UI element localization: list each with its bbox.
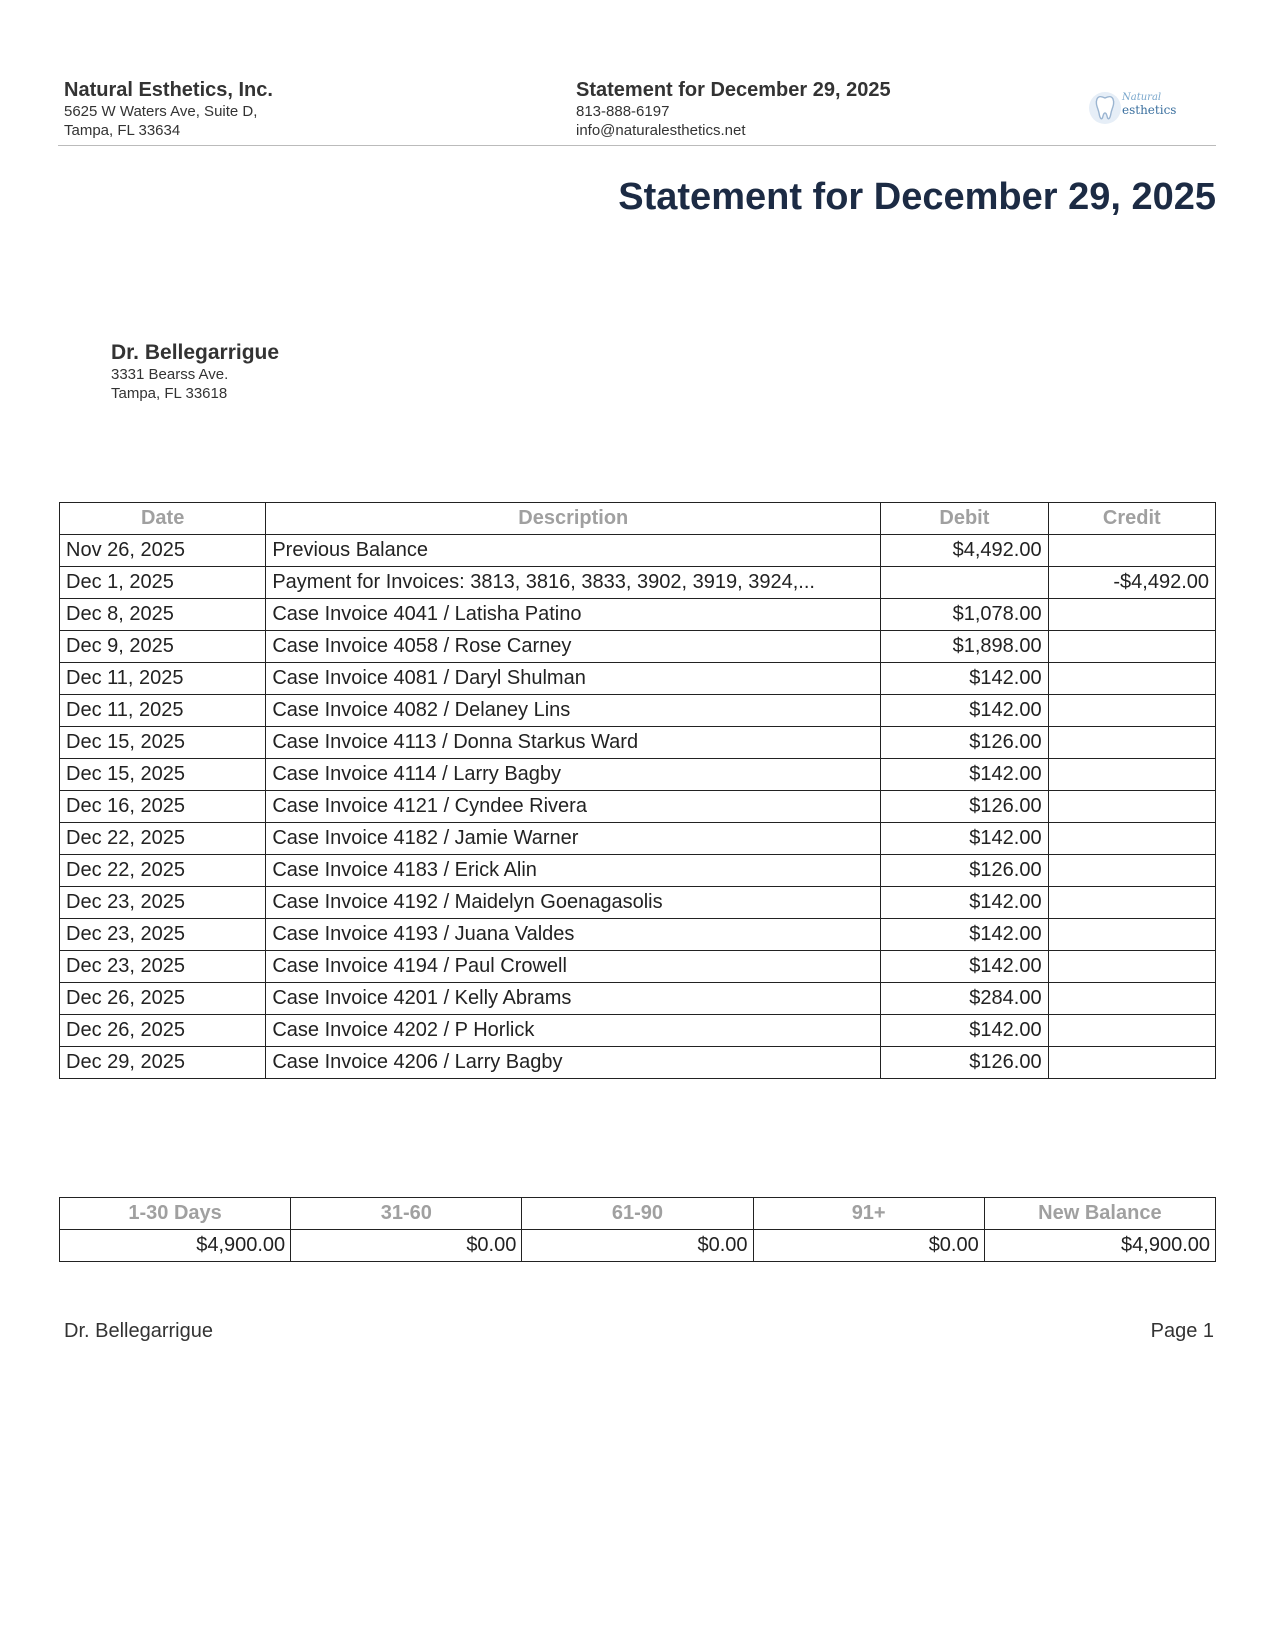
cell-debit: $142.00 (881, 823, 1048, 855)
cell-date: Dec 26, 2025 (60, 1015, 266, 1047)
table-row (60, 951, 1216, 983)
cell-credit (1048, 855, 1215, 887)
cell-credit (1048, 1015, 1215, 1047)
cell-debit: $142.00 (881, 695, 1048, 727)
cell-description: Case Invoice 4081 / Daryl Shulman (266, 663, 881, 695)
table-row (60, 599, 1216, 631)
cell-credit (1048, 1047, 1215, 1079)
cell-credit (1048, 919, 1215, 951)
client-name: Dr. Bellegarrigue (111, 341, 280, 364)
cell-credit (1048, 951, 1215, 983)
table-row (60, 1047, 1216, 1079)
cell-date: Dec 15, 2025 (60, 727, 266, 759)
cell-date: Dec 9, 2025 (60, 631, 266, 663)
table-row (60, 567, 1216, 599)
cell-description: Case Invoice 4206 / Larry Bagby (266, 1047, 881, 1079)
cell-debit: $126.00 (881, 727, 1048, 759)
company-name: Natural Esthetics, Inc. (64, 79, 273, 101)
aging-value-1-30: $4,900.00 (60, 1230, 291, 1262)
cell-date: Dec 29, 2025 (60, 1047, 266, 1079)
cell-credit: -$4,492.00 (1048, 567, 1215, 599)
tooth-logo-icon (1088, 90, 1122, 126)
transactions-body (60, 535, 1216, 1079)
company-info (64, 78, 273, 140)
aging-header-31-60: 31-60 (291, 1198, 522, 1230)
cell-description: Case Invoice 4193 / Juana Valdes (266, 919, 881, 951)
cell-debit: $142.00 (881, 951, 1048, 983)
table-row (60, 887, 1216, 919)
table-row (60, 631, 1216, 663)
cell-description: Case Invoice 4192 / Maidelyn Goenagasolis (266, 887, 881, 919)
cell-credit (1048, 695, 1215, 727)
cell-debit: $284.00 (881, 983, 1048, 1015)
logo-text-line1: Natural (1122, 92, 1162, 103)
aging-summary-table (59, 1197, 1216, 1262)
footer-page-number: Page 1 (1150, 1320, 1214, 1342)
cell-debit: $142.00 (881, 663, 1048, 695)
cell-date: Dec 23, 2025 (60, 887, 266, 919)
header-statement-title: Statement for December 29, 2025 (576, 79, 891, 101)
cell-date: Dec 22, 2025 (60, 823, 266, 855)
transactions-table (59, 502, 1216, 1079)
cell-credit (1048, 599, 1215, 631)
column-header-date: Date (60, 503, 266, 535)
aging-value-61-90: $0.00 (522, 1230, 753, 1262)
cell-description: Case Invoice 4202 / P Horlick (266, 1015, 881, 1047)
cell-debit: $142.00 (881, 1015, 1048, 1047)
aging-header-61-90: 61-90 (522, 1198, 753, 1230)
cell-description: Case Invoice 4041 / Latisha Patino (266, 599, 881, 631)
aging-header-row (60, 1198, 1216, 1230)
cell-debit: $142.00 (881, 759, 1048, 791)
cell-credit (1048, 823, 1215, 855)
cell-description: Case Invoice 4121 / Cyndee Rivera (266, 791, 881, 823)
cell-date: Dec 1, 2025 (60, 567, 266, 599)
table-row (60, 919, 1216, 951)
cell-description: Case Invoice 4201 / Kelly Abrams (266, 983, 881, 1015)
client-address-line2: Tampa, FL 33618 (111, 385, 228, 402)
cell-debit: $1,078.00 (881, 599, 1048, 631)
cell-debit: $126.00 (881, 1047, 1048, 1079)
cell-debit: $126.00 (881, 855, 1048, 887)
table-row (60, 535, 1216, 567)
cell-credit (1048, 727, 1215, 759)
cell-description: Case Invoice 4114 / Larry Bagby (266, 759, 881, 791)
cell-credit (1048, 759, 1215, 791)
client-address-line1: 3331 Bearss Ave. (111, 366, 229, 383)
cell-description: Case Invoice 4082 / Delaney Lins (266, 695, 881, 727)
cell-credit (1048, 983, 1215, 1015)
cell-description: Case Invoice 4058 / Rose Carney (266, 631, 881, 663)
aging-value-31-60: $0.00 (291, 1230, 522, 1262)
page-title: Statement for December 29, 2025 (618, 176, 1216, 218)
cell-debit (881, 567, 1048, 599)
cell-credit (1048, 663, 1215, 695)
transactions-header-row (60, 503, 1216, 535)
table-row (60, 663, 1216, 695)
logo-text (1122, 92, 1176, 116)
company-email: info@naturalesthetics.net (576, 122, 746, 139)
aging-header-91-plus: 91+ (753, 1198, 984, 1230)
aging-value-91-plus: $0.00 (753, 1230, 984, 1262)
cell-description: Case Invoice 4194 / Paul Crowell (266, 951, 881, 983)
cell-description: Case Invoice 4183 / Erick Alin (266, 855, 881, 887)
footer-client-name: Dr. Bellegarrigue (64, 1320, 213, 1342)
cell-date: Dec 11, 2025 (60, 695, 266, 727)
table-row (60, 695, 1216, 727)
cell-debit: $4,492.00 (881, 535, 1048, 567)
company-phone: 813-888-6197 (576, 103, 670, 120)
cell-credit (1048, 887, 1215, 919)
cell-description: Case Invoice 4182 / Jamie Warner (266, 823, 881, 855)
cell-debit: $1,898.00 (881, 631, 1048, 663)
cell-description: Payment for Invoices: 3813, 3816, 3833, 3902, 3919, 3924,... (266, 567, 881, 599)
table-row (60, 823, 1216, 855)
column-header-description: Description (266, 503, 881, 535)
aging-header-1-30: 1-30 Days (60, 1198, 291, 1230)
cell-debit: $142.00 (881, 887, 1048, 919)
header-contact (576, 78, 891, 140)
column-header-debit: Debit (881, 503, 1048, 535)
cell-date: Dec 23, 2025 (60, 951, 266, 983)
cell-date: Nov 26, 2025 (60, 535, 266, 567)
cell-date: Dec 8, 2025 (60, 599, 266, 631)
cell-credit (1048, 791, 1215, 823)
company-address-line2: Tampa, FL 33634 (64, 122, 181, 139)
aging-value-new-balance: $4,900.00 (984, 1230, 1215, 1262)
table-row (60, 759, 1216, 791)
column-header-credit: Credit (1048, 503, 1215, 535)
cell-credit (1048, 631, 1215, 663)
company-logo (1088, 90, 1178, 126)
logo-text-line2: esthetics (1122, 103, 1177, 117)
cell-description: Case Invoice 4113 / Donna Starkus Ward (266, 727, 881, 759)
cell-date: Dec 22, 2025 (60, 855, 266, 887)
aging-header-new-balance: New Balance (984, 1198, 1215, 1230)
cell-date: Dec 26, 2025 (60, 983, 266, 1015)
cell-date: Dec 23, 2025 (60, 919, 266, 951)
cell-debit: $126.00 (881, 791, 1048, 823)
table-row (60, 855, 1216, 887)
company-address-line1: 5625 W Waters Ave, Suite D, (64, 103, 258, 120)
aging-values-row (60, 1230, 1216, 1262)
client-address (111, 340, 279, 403)
table-row (60, 791, 1216, 823)
cell-date: Dec 15, 2025 (60, 759, 266, 791)
cell-credit (1048, 535, 1215, 567)
cell-date: Dec 16, 2025 (60, 791, 266, 823)
header-divider (58, 145, 1216, 146)
statement-header (64, 78, 1214, 142)
cell-description: Previous Balance (266, 535, 881, 567)
table-row (60, 727, 1216, 759)
table-row (60, 1015, 1216, 1047)
table-row (60, 983, 1216, 1015)
cell-debit: $142.00 (881, 919, 1048, 951)
cell-date: Dec 11, 2025 (60, 663, 266, 695)
